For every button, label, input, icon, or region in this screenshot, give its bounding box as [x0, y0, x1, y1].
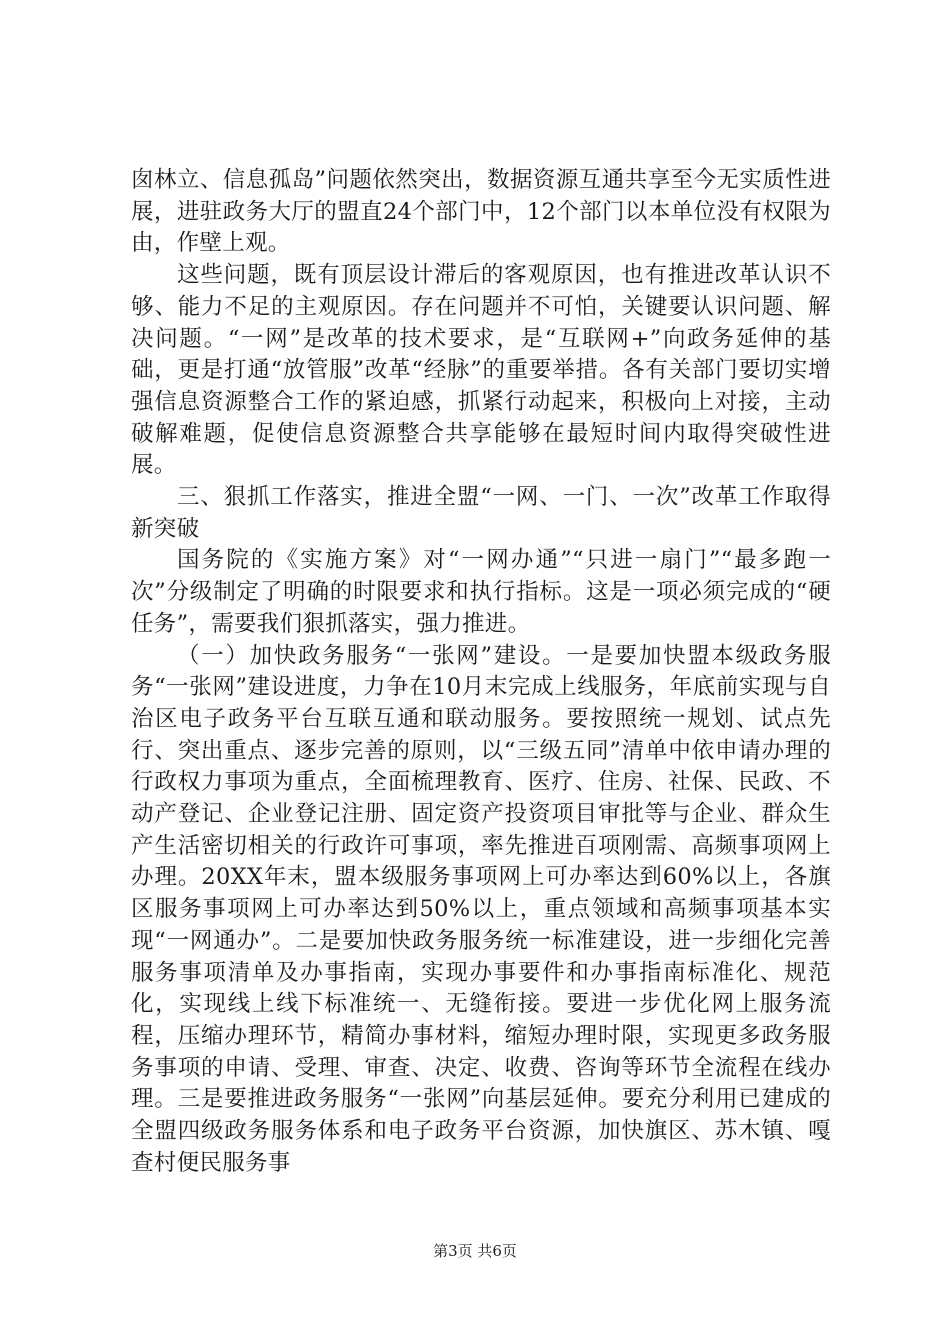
paragraph-problems-analysis: 这些问题，既有顶层设计滞后的客观原因，也有推进改革认识不够、能力不足的主观原因。存在问题并不可怕，关键要认识问题、解决问题。“一网”是改革的技术要求，是“互联网+”向政务延伸的基础，更是打通“放管服”改革“经脉”的重要举措。各有关部门要切实增强信息资源整合工作的紧迫感，抓紧行动起来，积极向上对接，主动破解难题，促使信息资源整合共享能够在最短时间内取得突破性进展。: [131, 262, 831, 479]
section-heading-three: 三、狠抓工作落实，推进全盟“一网、一门、一次”改革工作取得新突破: [131, 484, 831, 542]
document-body: [131, 165, 831, 1180]
paragraph-implementation-plan: 国务院的《实施方案》对“一网办通”“只进一扇门”“最多跑一次”分级制定了明确的时限要求和执行指标。这是一项必须完成的“硬任务”，需要我们狠抓落实，强力推进。: [131, 547, 831, 637]
page-footer: 第3页 共6页: [433, 1242, 517, 1260]
paragraph-one-network-construction: （一）加快政务服务“一张网”建设。一是要加快盟本级政务服务“一张网”建设进度，力争在10月末完成上线服务，年底前实现与自治区电子政务平台互联互通和联动服务。要按照统一规划、试点先行、突出重点、逐步完善的原则，以“三级五同”清单中依申请办理的行政权力事项为重点，全面梳理教育、医疗、住房、社保、民政、不动产登记、企业登记注册、固定资产投资项目审批等与企业、群众生产生活密切相关的行政许可事项，率先推进百项刚需、高频事项网上办理。20XX年末，盟本级服务事项网上可办率达到60%以上，各旗区服务事项网上可办率达到50%以上，重点领域和高频事项基本实现“一网通办”。二是要加快政务服务统一标准建设，进一步细化完善服务事项清单及办事指南，实现办事要件和办事指南标准化、规范化，实现线上线下标准统一、无缝衔接。要进一步优化网上服务流程，压缩办理环节，精简办事材料，缩短办理时限，实现更多政务服务事项的申请、受理、审查、决定、收费、咨询等环节全流程在线办理。三是要推进政务服务“一张网”向基层延伸。要充分利用已建成的全盟四级政务服务体系和电子政务平台资源，加快旗区、苏木镇、嘎查村便民服务事: [131, 642, 831, 1176]
paragraph-continuation: 囱林立、信息孤岛”问题依然突出，数据资源互通共享至今无实质性进展，进驻政务大厅的盟直24个部门中，12个部门以本单位没有权限为由，作壁上观。: [131, 167, 831, 257]
